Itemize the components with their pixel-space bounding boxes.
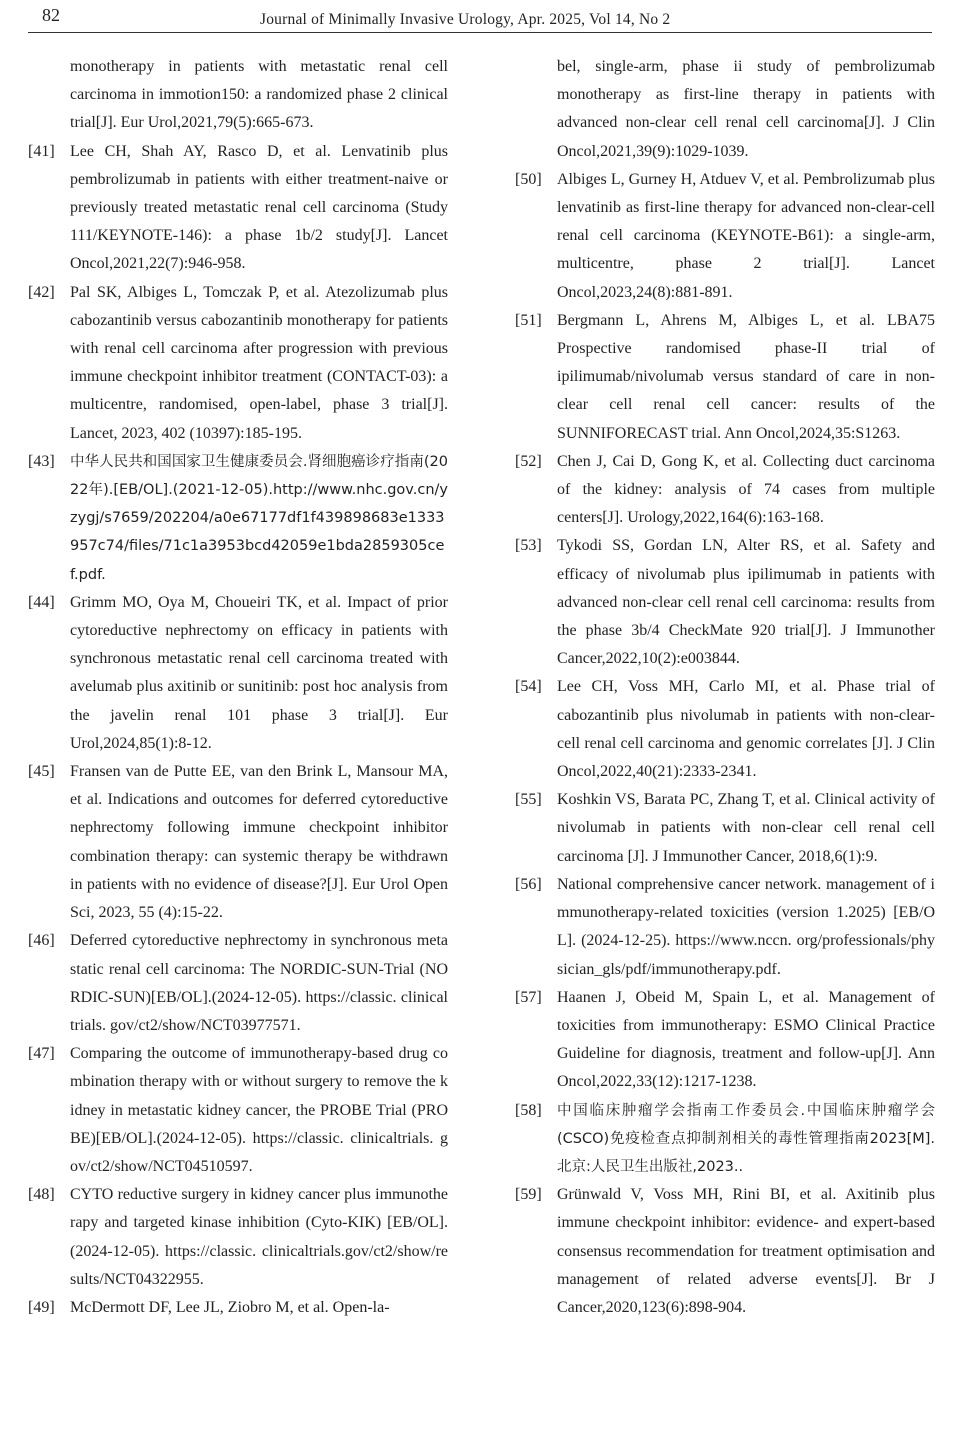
reference-item [28,1181,448,1294]
reference-text: Pal SK, Albiges L, Tomczak P, et al. Atezolizumab plus cabozantinib versus cabozantinib monotherapy for patients with renal cell carcinoma after progression with previous immune checkpoint inhibitor treatment (CONTACT-03): a multicentre, randomised, open-label, phase 3 trial[J]. Lancet, 2023, 402 (10397):185-195. [70,283,448,442]
reference-text: Tykodi SS, Gordan LN, Alter RS, et al. Safety and efficacy of nivolumab plus ipilimumab in patients with advanced non-clear cell renal cell carcinoma: results from the phase 3b/4 CheckMate 920 trial[J]. J Immunother Cancer,2022,10(2):e003844. [557,537,935,668]
reference-item [515,786,935,871]
reference-number: [50] [515,170,542,188]
reference-number: [56] [515,875,542,893]
reference-item [28,138,448,279]
reference-number: [51] [515,311,542,329]
journal-running-title: Journal of Minimally Invasive Urology, Apr. 2025, Vol 14, No 2 [260,11,671,28]
reference-number: [52] [515,452,542,470]
reference-item [28,448,448,589]
reference-number: [49] [28,1298,55,1316]
reference-number: [41] [28,142,55,160]
page-header [28,0,932,33]
reference-number: [58] [515,1101,542,1119]
reference-text: Lee CH, Shah AY, Rasco D, et al. Lenvatinib plus pembrolizumab in patients with either treatment-naive or previously treated metastatic renal cell carcinoma (Study 111/KEYNOTE-146): a phase 1b/2 study[J]. Lancet Oncol,2021,22(7):946-958. [70,142,448,273]
reference-item [28,1294,448,1322]
reference-text: 中国临床肿瘤学会指南工作委员会.中国临床肿瘤学会(CSCO)免疫检查点抑制剂相关的毒性管理指南2023[M].北京:人民卫生出版社,2023.. [557,1102,935,1175]
reference-item [515,307,935,448]
reference-text: Koshkin VS, Barata PC, Zhang T, et al. Clinical activity of nivolumab in patients with non-clear cell renal cell carcinoma [J]. J Immunother Cancer, 2018,6(1):9. [557,791,935,865]
reference-text: Comparing the outcome of immunotherapy-based drug combination therapy with or without surgery to remove the kidney in metastatic kidney cancer, the PROBE Trial (PROBE)[EB/OL].(2024-12-05). https://classic. clinicaltrials. gov/ct2/show/NCT04510597. [70,1045,448,1175]
reference-item [515,673,935,786]
reference-text: McDermott DF, Lee JL, Ziobro M, et al. Open-la- [70,1298,390,1316]
reference-item [515,166,935,307]
reference-number: [45] [28,763,55,781]
reference-text: Albiges L, Gurney H, Atduev V, et al. Pembrolizumab plus lenvatinib as first-line therapy for advanced non-clear-cell renal cell carcinoma (KEYNOTE-B61): a single-arm, multicentre, phase 2 trial[J]. Lancet Oncol,2023,24(8):881-891. [557,170,935,301]
left-column [28,53,448,1322]
reference-item [28,279,448,448]
reference-number: [55] [515,791,542,809]
reference-item [28,589,448,758]
reference-text: Bergmann L, Ahrens M, Albiges L, et al. LBA75 Prospective randomised phase-II trial of ipilimumab/nivolumab versus standard of care in non-clear cell renal cell cancer: results of the SUNNIFORECAST trial. Ann Oncol,2024,35:S1263. [557,311,935,442]
reference-text: Haanen J, Obeid M, Spain L, et al. Management of toxicities from immunotherapy: ESMO Clinical Practice Guideline for diagnosis, treatment and follow-up[J]. Ann Oncol,2022,33(12):1217-1238. [557,988,935,1091]
reference-number: [48] [28,1186,55,1204]
reference-item [515,1181,935,1322]
reference-text: Grünwald V, Voss MH, Rini BI, et al. Axitinib plus immune checkpoint inhibitor: evidence- and expert-based consensus recommendation for treatment optimisation and management of related adverse events[J]. Br J Cancer,2020,123(6):898-904. [557,1186,935,1316]
reference-text: Grimm MO, Oya M, Choueiri TK, et al. Impact of prior cytoreductive nephrectomy on efficacy in patients with synchronous metastatic renal cell carcinoma treated with avelumab plus axitinib or sunitinib: post hoc analysis from the javelin renal 101 phase 3 trial[J]. Eur Urol,2024,85(1):8-12. [70,593,448,752]
reference-item [515,871,935,984]
page-number: 82 [42,5,60,25]
reference-number: [44] [28,593,55,611]
reference-number: [46] [28,932,55,950]
reference-item [28,758,448,927]
reference-number: [57] [515,988,542,1006]
reference-item [515,448,935,533]
right-column [515,53,935,1322]
reference-text: Lee CH, Voss MH, Carlo MI, et al. Phase trial of cabozantinib plus nivolumab in patients with non-clear-cell renal cell carcinoma and genomic correlates [J]. J Clin Oncol,2022,40(21):2333-2341. [557,678,935,781]
reference-continuation: bel, single-arm, phase ii study of pembrolizumab monotherapy as first-line therapy in patients with advanced non-clear cell renal cell carcinoma[J]. J Clin Oncol,2021,39(9):1029-1039. [557,58,935,160]
reference-number: [54] [515,678,542,696]
reference-number: [59] [515,1186,542,1204]
reference-text: 中华人民共和国国家卫生健康委员会.肾细胞癌诊疗指南(2022年).[EB/OL].(2021-12-05).http://www.nhc.gov.cn/yzygj/s7659/202204/a0e67177df1f439898683e1333957c74/files/71c1a3953bcd42059e1bda2859305cef.pdf. [70,453,448,583]
reference-item [28,1040,448,1181]
reference-continuation: monotherapy in patients with metastatic renal cell carcinoma in immotion150: a randomized phase 2 clinical trial[J]. Eur Urol,2021,79(5):665-673. [70,58,448,132]
reference-text: Deferred cytoreductive nephrectomy in synchronous metastatic renal cell carcinoma: The NORDIC-SUN-Trial (NORDIC-SUN)[EB/OL].(2024-12-05). https://classic. clinicaltrials. gov/ct2/show/NCT03977571. [70,932,448,1034]
reference-item [515,1097,935,1182]
reference-text: Chen J, Cai D, Gong K, et al. Collecting duct carcinoma of the kidney: analysis of 74 cases from multiple centers[J]. Urology,2022,164(6):163-168. [557,452,935,527]
reference-number: [47] [28,1045,55,1063]
reference-item [28,927,448,1040]
reference-number: [43] [28,452,55,470]
reference-text: National comprehensive cancer network. management of immunotherapy-related toxicities (version 1.2025) [EB/OL]. (2024-12-25). https://www.nccn. org/professionals/physician_gls/pdf/immunotherapy.pdf. [557,875,935,978]
reference-number: [53] [515,537,542,555]
reference-number: [42] [28,283,55,301]
reference-item [515,532,935,673]
reference-text: Fransen van de Putte EE, van den Brink L, Mansour MA, et al. Indications and outcomes for deferred cytoreductive nephrectomy following immune checkpoint inhibitor combination therapy: can systemic therapy be withdrawn in patients with no evidence of disease?[J]. Eur Urol Open Sci, 2023, 55 (4):15-22. [70,763,448,922]
reference-text: CYTO reductive surgery in kidney cancer plus immunotherapy and targeted kinase inhibition (Cyto-KIK) [EB/OL].(2024-12-05). https://classic. clinicaltrials.gov/ct2/show/results/NCT04322955. [70,1186,448,1288]
reference-item [515,984,935,1097]
